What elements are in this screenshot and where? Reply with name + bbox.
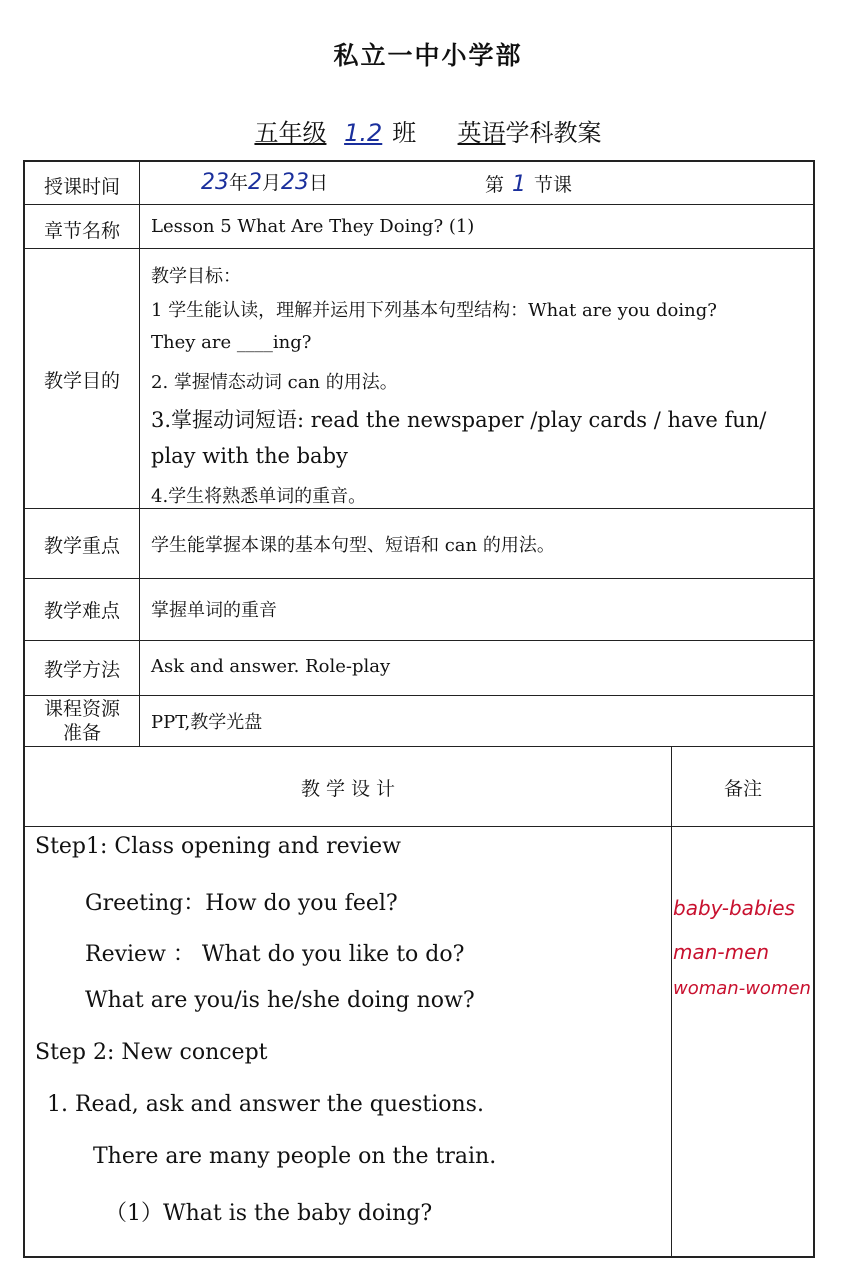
key-points-label: 教学重点 [43, 535, 120, 557]
design-line-5: Step 2: New concept [35, 1040, 268, 1065]
period-number: 1 [512, 172, 527, 197]
design-line-6: 1. Read, ask and answer the questions. [47, 1092, 484, 1117]
class-number: 1.2 [344, 119, 383, 147]
objective-3b: play with the baby [151, 444, 348, 468]
objective-3: 3.掌握动词短语: read the newspaper /play cards / have fun/ [151, 408, 767, 432]
day-unit: 日 [309, 172, 329, 194]
resources-label-line2: 准备 [62, 722, 101, 744]
plan-subtitle [0, 113, 856, 148]
design-line-4: What are you/is he/she doing now? [85, 988, 475, 1013]
objective-1: 1 学生能认读，理解并运用下列基本句型结构：What are you doing? [151, 300, 717, 321]
class-label: 班 [392, 119, 417, 147]
notes-header: 备注 [723, 778, 762, 800]
key-points-value: 学生能掌握本课的基本句型、短语和 can 的用法。 [151, 535, 555, 556]
design-line-2: Greeting：How do you feel? [85, 891, 398, 916]
resources-label-line1: 课程资源 [43, 698, 120, 720]
note-2: man-men [673, 940, 770, 964]
date-year: 23 [201, 170, 229, 195]
design-line-3: Review ： What do you like to do? [85, 942, 465, 967]
difficulties-value: 掌握单词的重音 [151, 600, 277, 621]
chapter-label: 章节名称 [43, 220, 120, 242]
period-prefix: 第 [485, 174, 505, 196]
objectives-label: 教学目的 [43, 370, 120, 392]
lesson-date [201, 168, 328, 195]
date-month: 2 [248, 170, 263, 195]
methods-label: 教学方法 [43, 659, 120, 681]
objectives-heading: 教学目标： [151, 266, 241, 287]
date-day: 23 [281, 170, 310, 195]
time-label: 授课时间 [43, 176, 120, 198]
design-line-1: Step1: Class opening and review [35, 834, 401, 859]
month-unit: 月 [262, 172, 282, 194]
chapter-value: Lesson 5 What Are They Doing? (1) [151, 216, 475, 237]
resources-label [25, 697, 139, 745]
year-unit: 年 [229, 172, 249, 194]
objective-2: 2. 掌握情态动词 can 的用法。 [151, 372, 398, 393]
methods-value: Ask and answer. Role-play [151, 656, 391, 677]
note-3: woman-women [673, 978, 811, 999]
note-1: baby-babies [673, 896, 795, 920]
subject: 英语 [457, 119, 506, 147]
lesson-period [485, 170, 572, 197]
objective-4: 4.学生将熟悉单词的重音。 [151, 486, 367, 507]
period-suffix: 节课 [534, 174, 573, 196]
lesson-plan-table [23, 160, 815, 1258]
grade: 五年级 [254, 119, 327, 147]
resources-value: PPT,教学光盘 [151, 712, 263, 733]
objective-1b: They are ____ing? [151, 332, 312, 353]
difficulties-label: 教学难点 [43, 600, 120, 622]
doc-type: 学科教案 [505, 119, 602, 147]
design-line-8: （1）What is the baby doing? [105, 1201, 433, 1226]
design-header: 教 学 设 计 [300, 778, 396, 800]
design-line-7: There are many people on the train. [93, 1144, 497, 1169]
school-title: 私立一中小学部 [333, 41, 523, 70]
